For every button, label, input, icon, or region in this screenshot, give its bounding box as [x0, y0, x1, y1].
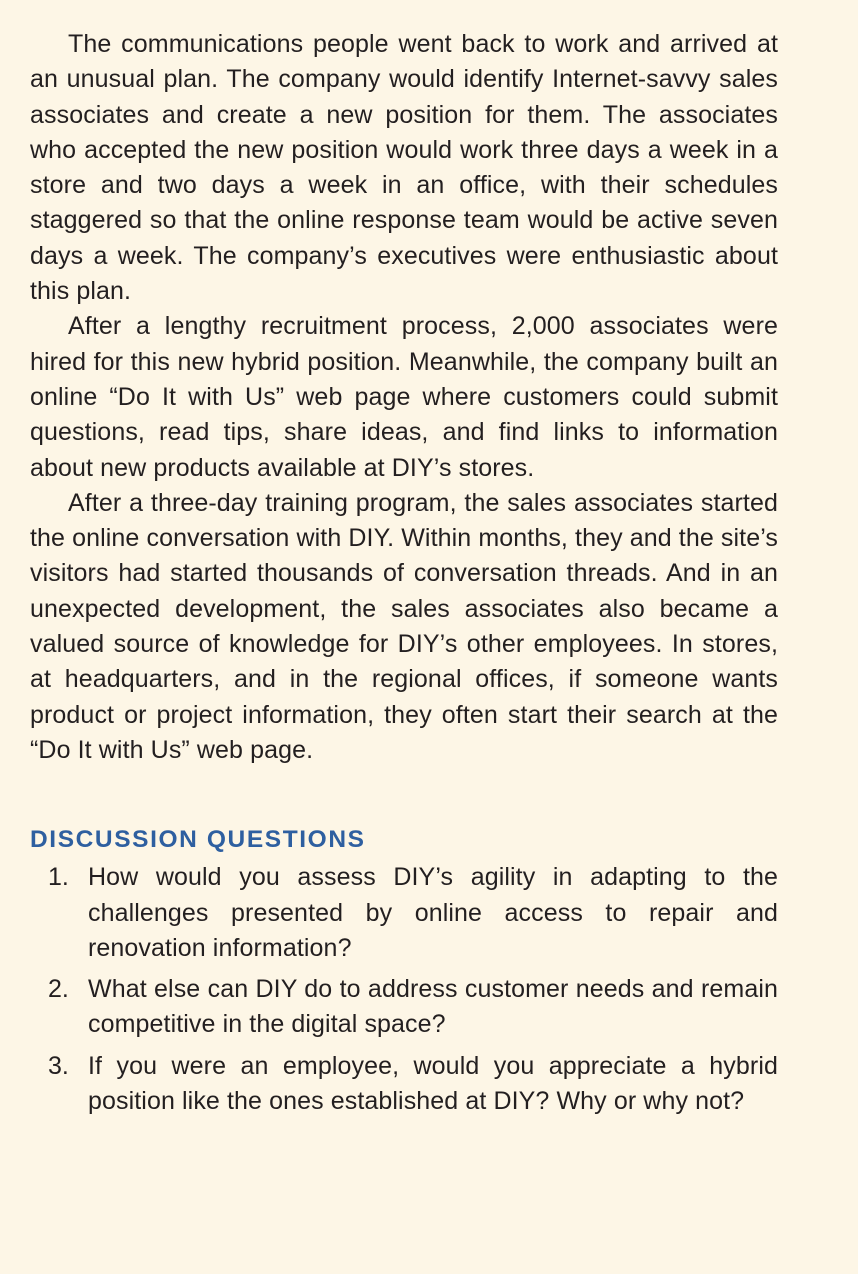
discussion-question: [30, 1049, 778, 1120]
discussion-question: [30, 860, 778, 966]
question-text: How would you assess DIY’s agility in adapting to the challenges presented by online access to repair and renovation information?: [88, 863, 778, 962]
case-study-page: [30, 27, 778, 1125]
body-paragraph: After a three-day training program, the sales associates started the online conversation with DIY. Within months, they and the site’s visitors had started thousands of conversation threads. And in an unexpected development, the sales associates also became a valued source of knowledge for DIY’s other employees. In stores, at headquarters, and in the regional offices, if someone wants product or project information, they often start their search at the “Do It with Us” web page.: [30, 488, 778, 764]
question-number: 3.: [48, 1051, 69, 1080]
body-paragraph: The communications people went back to work and arrived at an unusual plan. The company would identify Internet-savvy sales associates and create a new position for them. The associates who accepted the new position would work three days a week in a store and two days a week in an office, with their schedules staggered so that the online response team would be active seven days a week. The company’s executives were enthusiastic about this plan.: [30, 30, 778, 306]
question-number: 1.: [48, 863, 69, 892]
body-paragraph: After a lengthy recruitment process, 2,000 associates were hired for this new hybrid position. Meanwhile, the company built an online “Do It with Us” web page where customers could submit questions, read tips, share ideas, and find links to information about new products available at DIY’s stores.: [30, 312, 778, 482]
question-text: What else can DIY do to address customer needs and remain competitive in the digital space?: [88, 975, 778, 1039]
question-text: If you were an employee, would you appreciate a hybrid position like the ones established at DIY? Why or why not?: [88, 1051, 778, 1116]
discussion-questions-heading: DISCUSSION QUESTIONS: [30, 826, 366, 854]
discussion-question-list: [30, 860, 778, 1119]
question-number: 2.: [48, 975, 69, 1004]
discussion-question: [30, 972, 778, 1043]
